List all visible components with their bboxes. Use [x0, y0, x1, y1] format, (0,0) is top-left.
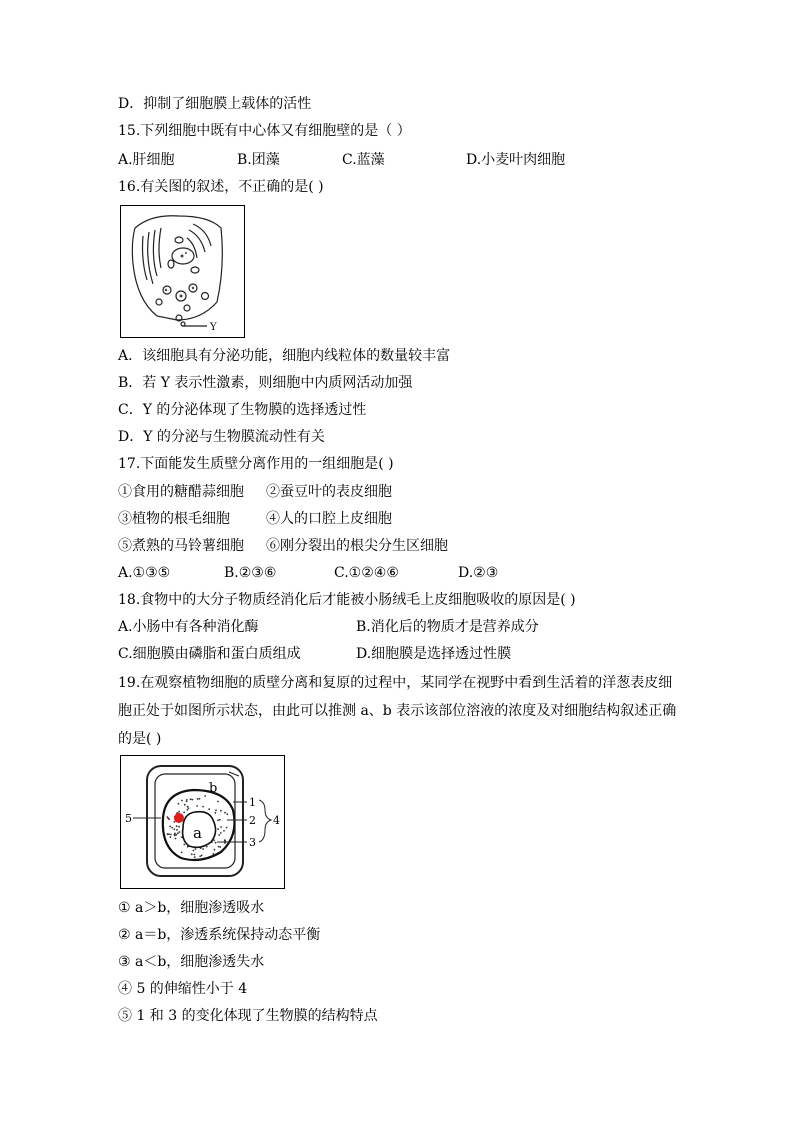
label-5: 5 — [125, 812, 132, 825]
q17-option-d: D.②③ — [458, 565, 499, 581]
secretory-cell-drawing — [121, 206, 244, 337]
q19-item-5: ⑤ 1 和 3 的变化体现了生物膜的结构特点 — [118, 1008, 378, 1024]
q19-stem-line-1: 19.在观察植物细胞的质壁分离和复原的过程中，某同学在视野中看到生活着的洋葱表皮细 — [118, 675, 673, 691]
q16-option-b: B．若 Y 表示性激素，则细胞中内质网活动加强 — [118, 375, 413, 391]
q19-item-1: ① a＞b，细胞渗透吸水 — [118, 900, 265, 916]
q14-option-d: D．抑制了细胞膜上载体的活性 — [118, 96, 312, 112]
q18-option-b: B.消化后的物质才是营养成分 — [356, 619, 539, 635]
label-1: 1 — [249, 796, 256, 809]
q17-option-b: B.②③⑥ — [224, 565, 277, 581]
q17-option-a: A.①③⑤ — [118, 565, 171, 581]
label-b: b — [209, 781, 218, 796]
label-4: 4 — [273, 814, 280, 827]
q17-item-3: ③植物的根毛细胞 — [118, 511, 230, 527]
q19-item-2: ② a＝b，渗透系统保持动态平衡 — [118, 927, 321, 943]
q19-item-4: ④ 5 的伸缩性小于 4 — [118, 981, 248, 997]
q17-stem: 17.下面能发生质壁分离作用的一组细胞是( ) — [118, 456, 394, 472]
plasmolysis-cell-drawing — [121, 756, 284, 888]
label-y: Y — [210, 322, 217, 333]
q15-stem: 15.下列细胞中既有中心体又有细胞壁的是（ ） — [118, 123, 411, 139]
q18-option-d: D.细胞膜是选择透过性膜 — [356, 646, 512, 662]
label-2: 2 — [249, 814, 256, 827]
q16-option-d: D．Y 的分泌与生物膜流动性有关 — [118, 429, 325, 445]
q15-option-a: A.肝细胞 — [118, 152, 175, 168]
q16-secretory-cell-figure — [120, 205, 245, 338]
q18-option-a: A.小肠中有各种消化酶 — [118, 619, 259, 635]
q16-stem: 16.有关图的叙述，不正确的是( ) — [118, 179, 324, 195]
q16-option-a: A．该细胞具有分泌功能，细胞内线粒体的数量较丰富 — [118, 348, 451, 364]
q15-option-d: D.小麦叶肉细胞 — [466, 152, 566, 168]
q16-option-c: C．Y 的分泌体现了生物膜的选择透过性 — [118, 402, 367, 418]
q17-item-4: ④人的口腔上皮细胞 — [266, 511, 392, 527]
q17-item-6: ⑥刚分裂出的根尖分生区细胞 — [266, 538, 448, 554]
q15-option-b: B.团藻 — [237, 152, 280, 168]
nucleus-dot — [174, 813, 184, 823]
label-3: 3 — [249, 836, 256, 849]
q18-stem: 18.食物中的大分子物质经消化后才能被小肠绒毛上皮细胞吸收的原因是( ) — [118, 592, 576, 608]
q18-option-c: C.细胞膜由磷脂和蛋白质组成 — [118, 646, 301, 662]
q15-option-c: C.蓝藻 — [342, 152, 385, 168]
q17-item-2: ②蚕豆叶的表皮细胞 — [266, 484, 392, 500]
q19-stem-line-3: 的是( ) — [118, 731, 162, 747]
label-a: a — [193, 824, 202, 842]
q19-plasmolysis-cell-figure — [120, 755, 285, 889]
q19-item-3: ③ a＜b，细胞渗透失水 — [118, 954, 265, 970]
q19-stem-line-2: 胞正处于如图所示状态，由此可以推测 a、b 表示该部位溶液的浓度及对细胞结构叙述正确 — [118, 703, 677, 719]
q17-item-5: ⑤煮熟的马铃薯细胞 — [118, 538, 244, 554]
q17-item-1: ①食用的糖醋蒜细胞 — [118, 484, 244, 500]
q17-option-c: C.①②④⑥ — [334, 565, 399, 581]
